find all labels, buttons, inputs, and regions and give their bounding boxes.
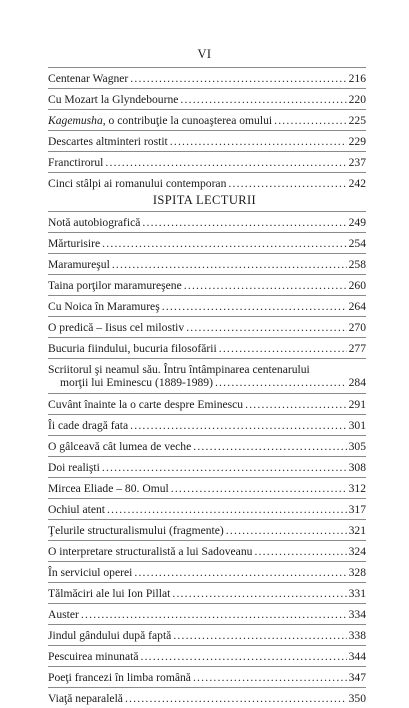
entry-title: Centenar Wagner (48, 72, 129, 85)
toc-section-ispita (48, 211, 366, 708)
dot-leader (112, 258, 347, 271)
toc-entry (48, 456, 366, 477)
entry-title: Taina porţilor maramureşene (48, 279, 182, 292)
entry-page: 249 (348, 216, 366, 229)
entry-page: 216 (348, 72, 366, 85)
toc-entry (48, 274, 366, 295)
entry-page: 308 (348, 461, 366, 474)
entry-page: 291 (348, 398, 366, 411)
entry-title: Mircea Eliade – 80. Omul (48, 482, 169, 495)
toc-entry (48, 358, 366, 393)
toc-entry (48, 561, 366, 582)
entry-title (48, 114, 272, 127)
dot-leader (102, 237, 346, 250)
entry-title: Doi realişti (48, 461, 100, 474)
toc-entry (48, 498, 366, 519)
toc-entry (48, 687, 366, 708)
entry-title-italic: Kagemusha (48, 114, 103, 127)
entry-title-line2: morţii lui Eminescu (1889-1989) (60, 376, 213, 389)
toc-entry (48, 603, 366, 624)
dot-leader (130, 72, 346, 85)
entry-page: 331 (348, 587, 366, 600)
entry-title: Bucuria fiindului, bucuria filosofării (48, 342, 217, 355)
entry-title: Tălmăciri ale lui Ion Pillat (48, 587, 171, 600)
entry-page: 312 (348, 482, 366, 495)
entry-page: 338 (348, 629, 366, 642)
dot-leader (107, 503, 347, 516)
toc-section-vi (48, 67, 366, 193)
toc-entry (48, 477, 366, 498)
dot-leader (140, 650, 346, 663)
entry-title: În serviciul operei (48, 566, 133, 579)
entry-title: Cinci stâlpi ai romanului contemporan (48, 177, 227, 190)
entry-page: 344 (348, 650, 366, 663)
dot-leader (170, 135, 347, 148)
entry-title: Maramureşul (48, 258, 110, 271)
entry-title: Jindul gândului după faptă (48, 629, 172, 642)
entry-title: Cuvânt înainte la o carte despre Eminescu (48, 398, 244, 411)
entry-page: 260 (348, 279, 366, 292)
toc-entry (48, 211, 366, 232)
entry-title: Descartes altminteri rostit (48, 135, 168, 148)
entry-page: 220 (348, 93, 366, 106)
toc-entry (48, 130, 366, 151)
entry-title: Notă autobiografică (48, 216, 141, 229)
dot-leader (134, 566, 346, 579)
entry-page: 242 (348, 177, 366, 190)
dot-leader (105, 156, 346, 169)
dot-leader (172, 587, 346, 600)
dot-leader (180, 93, 346, 106)
entry-page: 324 (348, 545, 366, 558)
entry-title-line1: Scriitorul şi neamul său. Întru întâmpinarea centenarului (48, 363, 310, 376)
toc-entry (48, 88, 366, 109)
entry-title: Franctirorul (48, 156, 104, 169)
entry-title-rest: , o contribuţie la cunoaşterea omului (102, 114, 273, 127)
dot-leader (245, 398, 347, 411)
dot-leader (254, 545, 346, 558)
dot-leader (184, 279, 347, 292)
entry-page: 321 (348, 524, 366, 537)
entry-page: 254 (348, 237, 366, 250)
dot-leader (186, 321, 346, 334)
entry-title: Ochiul atent (48, 503, 105, 516)
entry-page: 328 (348, 566, 366, 579)
toc-entry (48, 414, 366, 435)
toc-entry (48, 109, 366, 130)
dot-leader (226, 524, 347, 537)
toc-entry (48, 582, 366, 603)
entry-page: 229 (348, 135, 366, 148)
entry-title: O gâlceavă cât lumea de veche (48, 440, 192, 453)
toc-entry (48, 316, 366, 337)
entry-title: Auster (48, 608, 79, 621)
toc-entry (48, 295, 366, 316)
entry-title: Cu Noica în Maramureş (48, 300, 160, 313)
dot-leader (81, 608, 347, 621)
toc-entry (48, 435, 366, 456)
dot-leader (215, 376, 347, 389)
toc-entry (48, 253, 366, 274)
dot-leader (193, 440, 346, 453)
entry-page: 317 (348, 503, 366, 516)
toc-entry (48, 393, 366, 414)
entry-title: O predică – Iisus cel milostiv (48, 321, 185, 334)
toc-entry (48, 337, 366, 358)
entry-page: 334 (348, 608, 366, 621)
toc-entry (48, 540, 366, 561)
entry-page: 350 (348, 692, 366, 705)
entry-page: 258 (348, 258, 366, 271)
toc-entry (48, 151, 366, 172)
entry-page: 270 (348, 321, 366, 334)
dot-leader (274, 114, 347, 127)
dot-leader (171, 482, 347, 495)
toc-entry (48, 645, 366, 666)
entry-page: 237 (348, 156, 366, 169)
entry-title: Îi cade dragă fata (48, 419, 129, 432)
toc-entry (48, 232, 366, 253)
dot-leader (125, 692, 347, 705)
dot-leader (102, 461, 347, 474)
toc-entry (48, 666, 366, 687)
dot-leader (219, 342, 347, 355)
dot-leader (193, 671, 347, 684)
entry-title: Pescuirea minunată (48, 650, 139, 663)
toc-entry (48, 67, 366, 88)
toc-entry (48, 172, 366, 193)
entry-page: 301 (348, 419, 366, 432)
section-heading-vi: VI (197, 47, 212, 61)
entry-title: Poeţi francezi în limba română (48, 671, 191, 684)
entry-page: 347 (348, 671, 366, 684)
section-heading-ispita: ISPITA LECTURII (152, 193, 257, 207)
dot-leader (228, 177, 346, 190)
toc-entry (48, 624, 366, 645)
entry-page: 264 (348, 300, 366, 313)
dot-leader (162, 300, 347, 313)
entry-page: 305 (348, 440, 366, 453)
entry-title: O interpretare structuralistă a lui Sadoveanu (48, 545, 253, 558)
entry-title: Ţelurile structuralismului (fragmente) (48, 524, 224, 537)
entry-page: 284 (348, 376, 366, 389)
entry-title: Viaţă neparalelă (48, 692, 123, 705)
dot-leader (142, 216, 346, 229)
toc-entry (48, 519, 366, 540)
entry-title: Mărturisire (48, 237, 101, 250)
dot-leader (173, 629, 346, 642)
entry-page: 277 (348, 342, 366, 355)
dot-leader (130, 419, 346, 432)
entry-page: 225 (348, 114, 366, 127)
entry-title: Cu Mozart la Glyndebourne (48, 93, 179, 106)
